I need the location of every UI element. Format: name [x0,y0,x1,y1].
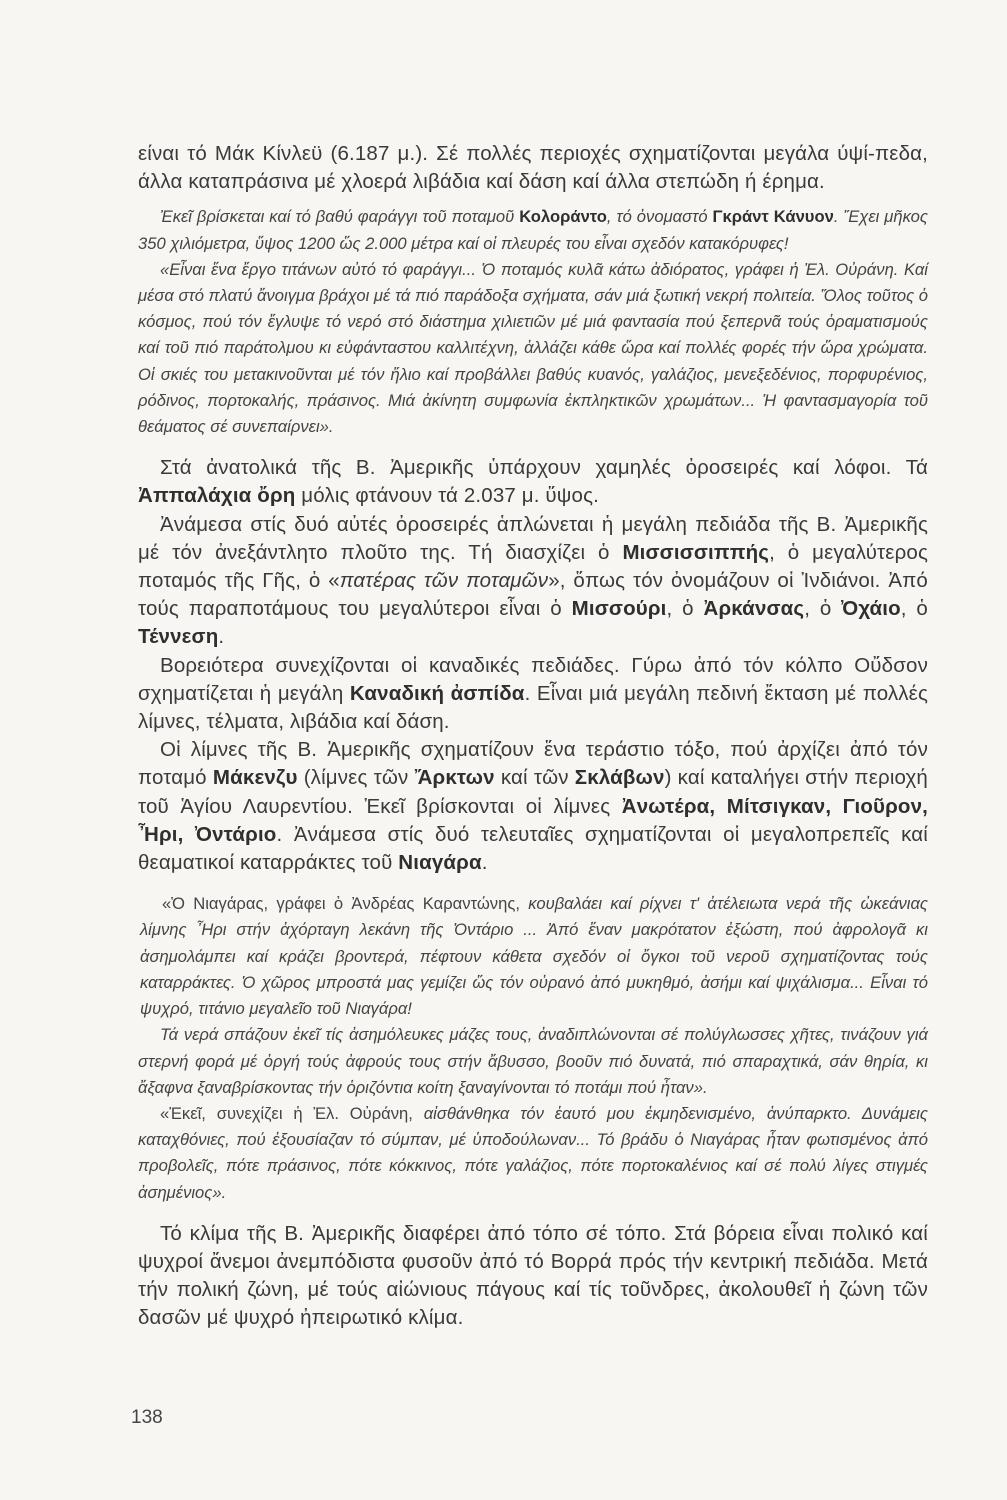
quote-niagara-waters: Τά νερά σπάζουν ἐκεῖ τίς ἀσημόλευκες μάζες τους, ἀναδιπλώνονται σέ πολύγλωσσες χῆτες, τινάζουν γιά στερνή φορά μέ ὀργή τούς ἀφρούς τους στήν ἄβυσσο, βοοῦν πιό δυνατά, πιό σπαραχτικά, σάν θηρία, κι ἄξαφνα ξαναβρίσκοντας τήν ὁριζόντια κοίτη ξαναγίνονται τό ποτάμι πού ἦταν». [138,1025,928,1097]
term-bear-lake: Ἄρκτων [414,766,495,790]
term-missouri: Μισσούρι [571,597,667,621]
paragraph-great-plain: Ἀνάμεσα στίς δυό αὐτές ὀροσειρές ἁπλώνεται ἡ μεγάλη πεδιάδα τῆς Β. Ἀμερικῆς μέ τόν ἀνεξάντλητο πλοῦτο της. Τή διασχίζει ὁ Μισσισσιππής, ὁ μεγαλύτερος ποταμός τῆς Γῆς, ὁ «πατέρας τῶν ποταμῶν», ὅπως τόν ὀνομάζουν οἱ Ἰνδιάνοι. Ἀπό τούς παραποτάμους του μεγαλύτεροι εἶναι ὁ Μισσούρι, ὁ Ἀρκάνσας, ὁ Ὀχάιο, ὁ Τέννεση. [138,512,928,649]
term-ohio: Ὀχάιο [841,597,901,621]
paragraph-grand-canyon: Ἐκεῖ βρίσκεται καί τό βαθύ φαράγγι τοῦ ποταμοῦ Κολοράντο, τό ὀνομαστό Γκράντ Κάνυον. Ἔχει μῆκος 350 χιλιόμετρα, ὕψος 1200 ὥς 2.000 μέτρα καί οἱ πλευρές του εἶναι σχεδόν κατακόρυφες! [138,207,928,253]
term-canadian-shield: Καναδική ἀσπίδα [349,681,525,705]
term-mackenzie: Μάκενζυ [212,766,298,790]
term-niagara: Νιαγάρα [398,851,482,875]
paragraph-canadian-shield: Βορειότερα συνεχίζονται οἱ καναδικές πεδιάδες. Γύρω ἀπό τόν κόλπο Οὔδσον σχηματίζεται ἡ μεγάλη Καναδική ἀσπίδα. Εἶναι μιά μεγάλη πεδινή ἔκταση μέ πολλές λίμνες, τέλματα, λιβάδια καί δάση. [138,653,928,734]
term-grand-canyon: Γκράντ Κάνυον [712,207,834,227]
term-mississippi: Μισσισσιππής [622,540,770,564]
phrase-father-of-rivers: πατέρας τῶν ποταμῶν [339,569,549,593]
term-arkansas: Ἀρκάνσας [703,597,805,621]
page-content [138,140,928,1333]
paragraph-lakes: Οἱ λίμνες τῆς Β. Ἀμερικῆς σχηματίζουν ἕνα τεράστιο τόξο, πού ἀρχίζει ἀπό τόν ποταμό Μάκενζυ (λίμνες τῶν Ἄρκτων καί τῶν Σκλάβων) καί καταλήγει στήν περιοχή τοῦ Ἁγίου Λαυρεντίου. Ἐκεῖ βρίσκονται οἱ λίμνες Ἀνωτέρα, Μίτσιγκαν, Γιοῦρον, Ἦρι, Ὀντάριο. Ἀνάμεσα στίς δυό τελευταῖες σχηματίζονται οἱ μεγαλοπρεπεῖς καί θεαματικοί καταρράκτες τοῦ Νιαγάρα. [138,738,928,875]
quote-ourani-niagara: «Ἐκεῖ, συνεχίζει ἡ Ἐλ. Οὐράνη, αἰσθάνθηκα τόν ἑαυτό μου ἐκμηδενισμένο, ἀνύπαρκτο. Δυνάμεις καταχθόνιες, πού ἐξουσίαζαν τό σύμπαν, μέ ὑποδούλωναν... Τό βράδυ ὁ Νιαγάρας ἦταν φωτισμένος ἀπό προβολεῖς, πότε πράσινος, πότε κόκκινος, πότε γαλάζιος, πότε πορτοκαλένιος καί σέ πολύ λίγες στιγμές ἀσημένιος». [138,1103,928,1202]
quote-karantonis-niagara: «Ὁ Νιαγάρας, γράφει ὁ Ἀνδρέας Καραντώνης, κουβαλάει καί ρίχνει τ' ἀτέλειωτα νερά τῆς ὠκεάνιας λίμνης Ἦρι στήν ἀχόρταγη λεκάνη τῆς Ὀντάριο ... Ἀπό ἕναν μακρότατον ἐξώστη, πού ἀφρολογᾶ κι ἀσημολάμπει καί κράζει βροντερά, πέφτουν κάθετα σχεδόν οἱ ὄγκοι τοῦ νεροῦ σχηματίζοντας τούς καταρράκτες. Ὁ χῶρος μπροστά μας γεμίζει ὥς τόν οὐρανό ἀπό μυκηθμό, ἀσήμι καί ψιχάλισμα... Εἶναι τό ψυχρό, τιτάνιο μεγαλεῖο τοῦ Νιαγάρα! [140,894,928,1019]
term-tennessee: Τέννεση [138,625,219,649]
term-slave-lake: Σκλάβων [574,766,665,790]
term-appalachians: Ἀππαλάχια ὄρη [138,484,296,508]
paragraph-mak-kinley: είναι τό Μάκ Κίνλεϋ (6.187 μ.). Σέ πολλές περιοχές σχηματίζονται μεγάλα ύψί-πεδα, άλλα καταπράσινα μέ χλοερά λιβάδια καί δάση καί άλλα στεπώδη ή έρημα. [138,142,928,194]
quote-ourani-canyon: «Εἶναι ἕνα ἔργο τιτάνων αὐτό τό φαράγγι... Ὁ ποταμός κυλᾶ κάτω ἀδιόρατος, γράφει ἡ Ἐλ. Οὐράνη. Καί μέσα στό πλατύ ἄνοιγμα βράχοι μέ τά πιό παράδοξα σχήματα, σάν μιά ξωτική νεκρή πολιτεία. Ὅλος τοῦτος ὁ κόσμος, πού τόν ἔγλυψε τό νερό στό διάστημα χιλιετιῶν μέ μιά φαντασία πού ξεπερνᾶ τούς ὁραματισμούς καί τοῦ πιό παράτολμου κι εὐφάνταστου καλλιτέχνη, ἀλλάζει κάθε ὥρα καί πολλές φορές τήν ὥρα χρώματα. Οἱ σκιές του μετακινοῦνται μέ τόν ἥλιο καί προβάλλει βαθύς κυανός, γαλάζιος, μενεξεδένιος, πορφυρένιος, ρόδινος, πορτοκαλής, πράσινος. Μιά ἀκίνητη συμφωνία ἐκπληκτικῶν χρωμάτων... Ἡ φαντασμαγορία τοῦ θεάματος σέ συνεπαίρνει». [138,259,928,437]
paragraph-appalachians: Στά ἀνατολικά τῆς Β. Ἀμερικῆς ὑπάρχουν χαμηλές ὀροσειρές καί λόφοι. Τά Ἀππαλάχια ὄρη μόλις φτάνουν τά 2.037 μ. ὕψος. [138,456,928,508]
page-number: 138 [131,1407,163,1428]
term-great-lakes: Ἀνωτέρα, Μίτσιγκαν, Γιοῦρον, Ἦρι, Ὀντάριο [138,794,928,846]
term-colorado: Κολοράντο [519,207,607,227]
paragraph-climate: Τό κλίμα τῆς Β. Ἀμερικῆς διαφέρει ἀπό τόπο σέ τόπο. Στά βόρεια εἶναι πολικό καί ψυχροί ἄνεμοι ἀνεμπόδιστα φυσοῦν ἀπό τό Βορρά πρός τήν κεντρική πεδιάδα. Μετά τήν πολική ζώνη, μέ τούς αἰώνιους πάγους καί τίς τοῦνδρες, ἀκολουθεῖ ἡ ζώνη τῶν δασῶν μέ ψυχρό ἠπειρωτικό κλίμα. [138,1221,928,1330]
